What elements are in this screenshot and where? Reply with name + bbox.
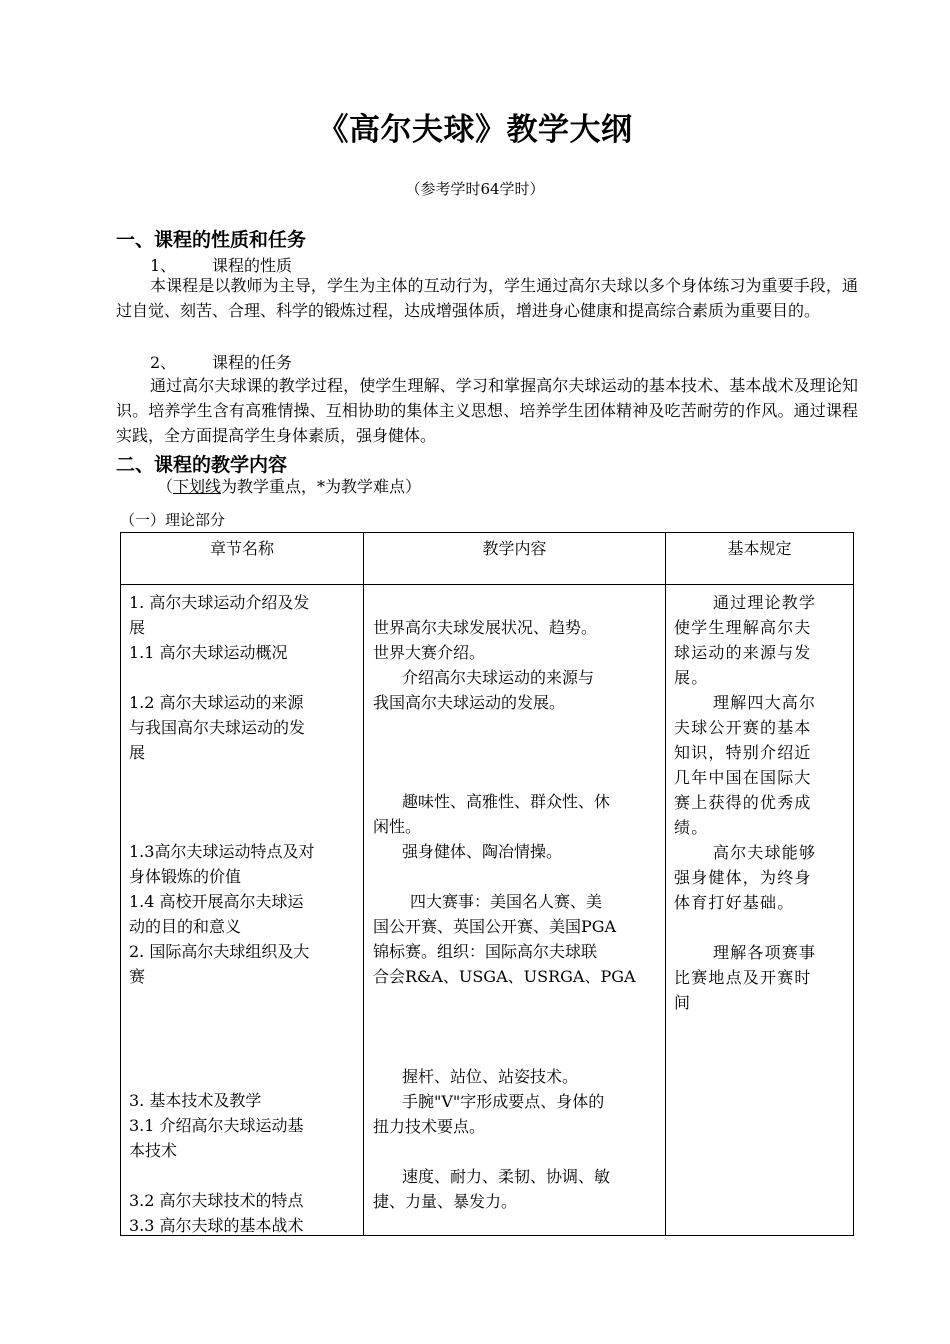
header-requirements: 基本规定 — [666, 533, 854, 585]
requirement-line: 几年中国在国际大 — [674, 768, 812, 787]
chapter-line: 身体锻炼的价值 — [129, 867, 242, 886]
requirement-line: 绩。 — [674, 818, 709, 837]
chapter-line: 本技术 — [129, 1141, 178, 1160]
note-rest: 为教学重点，*为教学难点） — [221, 477, 422, 496]
chapter-line: 1.1 高尔夫球运动概况 — [129, 643, 288, 662]
paragraph-nature: 本课程是以教师为主导，学生为主体的互动行为，学生通过高尔夫球以多个身体练习为重要手段，通过自觉、刻苦、合理、科学的锻炼过程，达成增强体质，增进身心健康和提高综合素质为重要目的。 — [116, 276, 858, 320]
page-subtitle: （参考学时64学时） — [405, 180, 545, 198]
legend-note — [157, 474, 421, 497]
requirement-line: 赛上获得的优秀成 — [674, 793, 812, 812]
content-line: 强身健体、陶冶情操。 — [402, 842, 563, 861]
chapter-line: 1.4 高校开展高尔夫球运 — [129, 892, 304, 911]
part-label: （一）理论部分 — [120, 511, 226, 529]
content-line: 扭力技术要点。 — [373, 1117, 486, 1136]
cell-chapters — [121, 585, 364, 1236]
chapter-line: 1.2 高尔夫球运动的来源 — [129, 693, 304, 712]
requirement-line: 使学生理解高尔夫 — [674, 618, 812, 637]
chapter-line: 动的目的和意义 — [129, 917, 242, 936]
content-line: 趣味性、高雅性、群众性、休 — [402, 792, 611, 811]
content-line: 手腕"V"字形成要点、身体的 — [402, 1092, 605, 1111]
requirement-line: 体育打好基础。 — [674, 893, 795, 912]
requirement-line: 理解各项赛事 — [713, 943, 817, 962]
subsection-number: 1、 — [150, 256, 177, 275]
table-row — [121, 585, 854, 1236]
note-underlined: 下划线 — [173, 477, 222, 496]
paragraph-task: 通过高尔夫球课的教学过程，使学生理解、学习和掌握高尔夫球运动的基本技术、基本战术及理论知识。培养学生含有高雅情操、互相协助的集体主义思想、培养学生团体精神及吃苦耐劳的作风。通过课程实践，全方面提高学生身体素质，强身健体。 — [116, 376, 858, 445]
cell-content — [364, 585, 666, 1236]
requirement-line: 比赛地点及开赛时 — [674, 968, 812, 987]
content-line: 世界高尔夫球发展状况、趋势。 — [373, 618, 598, 637]
subsection-number: 2、 — [150, 353, 177, 372]
note-open: （ — [157, 477, 174, 496]
chapter-line: 1.3高尔夫球运动特点及对 — [129, 842, 315, 861]
content-line: 锦标赛。组织：国际高尔夫球联 — [373, 942, 598, 961]
content-line: 合会R&A、USGA、USRGA、PGA — [373, 967, 636, 986]
content-line: 四大赛事：美国名人赛、美 — [410, 892, 603, 911]
header-chapter: 章节名称 — [121, 533, 364, 585]
chapter-line: 3.3 高尔夫球的基本战术 — [129, 1216, 304, 1235]
content-line: 介绍高尔夫球运动的来源与 — [402, 668, 595, 687]
requirement-line: 高尔夫球能够 — [713, 843, 817, 862]
section-heading-nature: 一、课程的性质和任务 — [116, 229, 307, 251]
requirement-line: 知识，特别介绍近 — [674, 743, 812, 762]
requirement-line: 理解四大高尔 — [713, 693, 817, 712]
subsection-label: 课程的任务 — [212, 353, 293, 372]
header-content: 教学内容 — [364, 533, 666, 585]
requirement-line: 球运动的来源与发 — [674, 643, 812, 662]
chapter-line: 3.1 介绍高尔夫球运动基 — [129, 1116, 304, 1135]
content-line: 世界大赛介绍。 — [373, 643, 486, 662]
section-heading-content: 二、课程的教学内容 — [116, 454, 288, 476]
chapter-line: 赛 — [129, 967, 146, 986]
requirement-line: 通过理论教学 — [713, 593, 817, 612]
requirement-line: 夫球公开赛的基本 — [674, 718, 812, 737]
requirement-line: 强身健体，为终身 — [674, 868, 812, 887]
requirement-line: 展。 — [674, 668, 709, 687]
chapter-line: 2. 国际高尔夫球组织及大 — [129, 942, 310, 961]
chapter-line: 3.2 高尔夫球技术的特点 — [129, 1191, 304, 1210]
content-line: 捷、力量、暴发力。 — [373, 1192, 518, 1211]
content-line: 闲性。 — [373, 817, 422, 836]
page-title: 《高尔夫球》教学大纲 — [317, 112, 633, 148]
chapter-line: 3. 基本技术及教学 — [129, 1091, 262, 1110]
chapter-line: 展 — [129, 618, 146, 637]
requirement-line: 间 — [674, 993, 692, 1012]
table-header-row — [121, 533, 854, 585]
content-line: 国公开赛、英国公开赛、美国PGA — [373, 917, 617, 936]
subsection-label: 课程的性质 — [212, 256, 293, 275]
chapter-line: 展 — [129, 743, 146, 762]
cell-requirements — [666, 585, 854, 1236]
chapter-line: 1. 高尔夫球运动介绍及发 — [129, 593, 310, 612]
subsection-task — [150, 350, 292, 373]
content-line: 握杆、站位、站姿技术。 — [402, 1067, 579, 1086]
content-line: 速度、耐力、柔韧、协调、敏 — [402, 1167, 611, 1186]
content-line: 我国高尔夫球运动的发展。 — [373, 693, 566, 712]
syllabus-table — [120, 532, 854, 1236]
chapter-line: 与我国高尔夫球运动的发 — [129, 718, 306, 737]
